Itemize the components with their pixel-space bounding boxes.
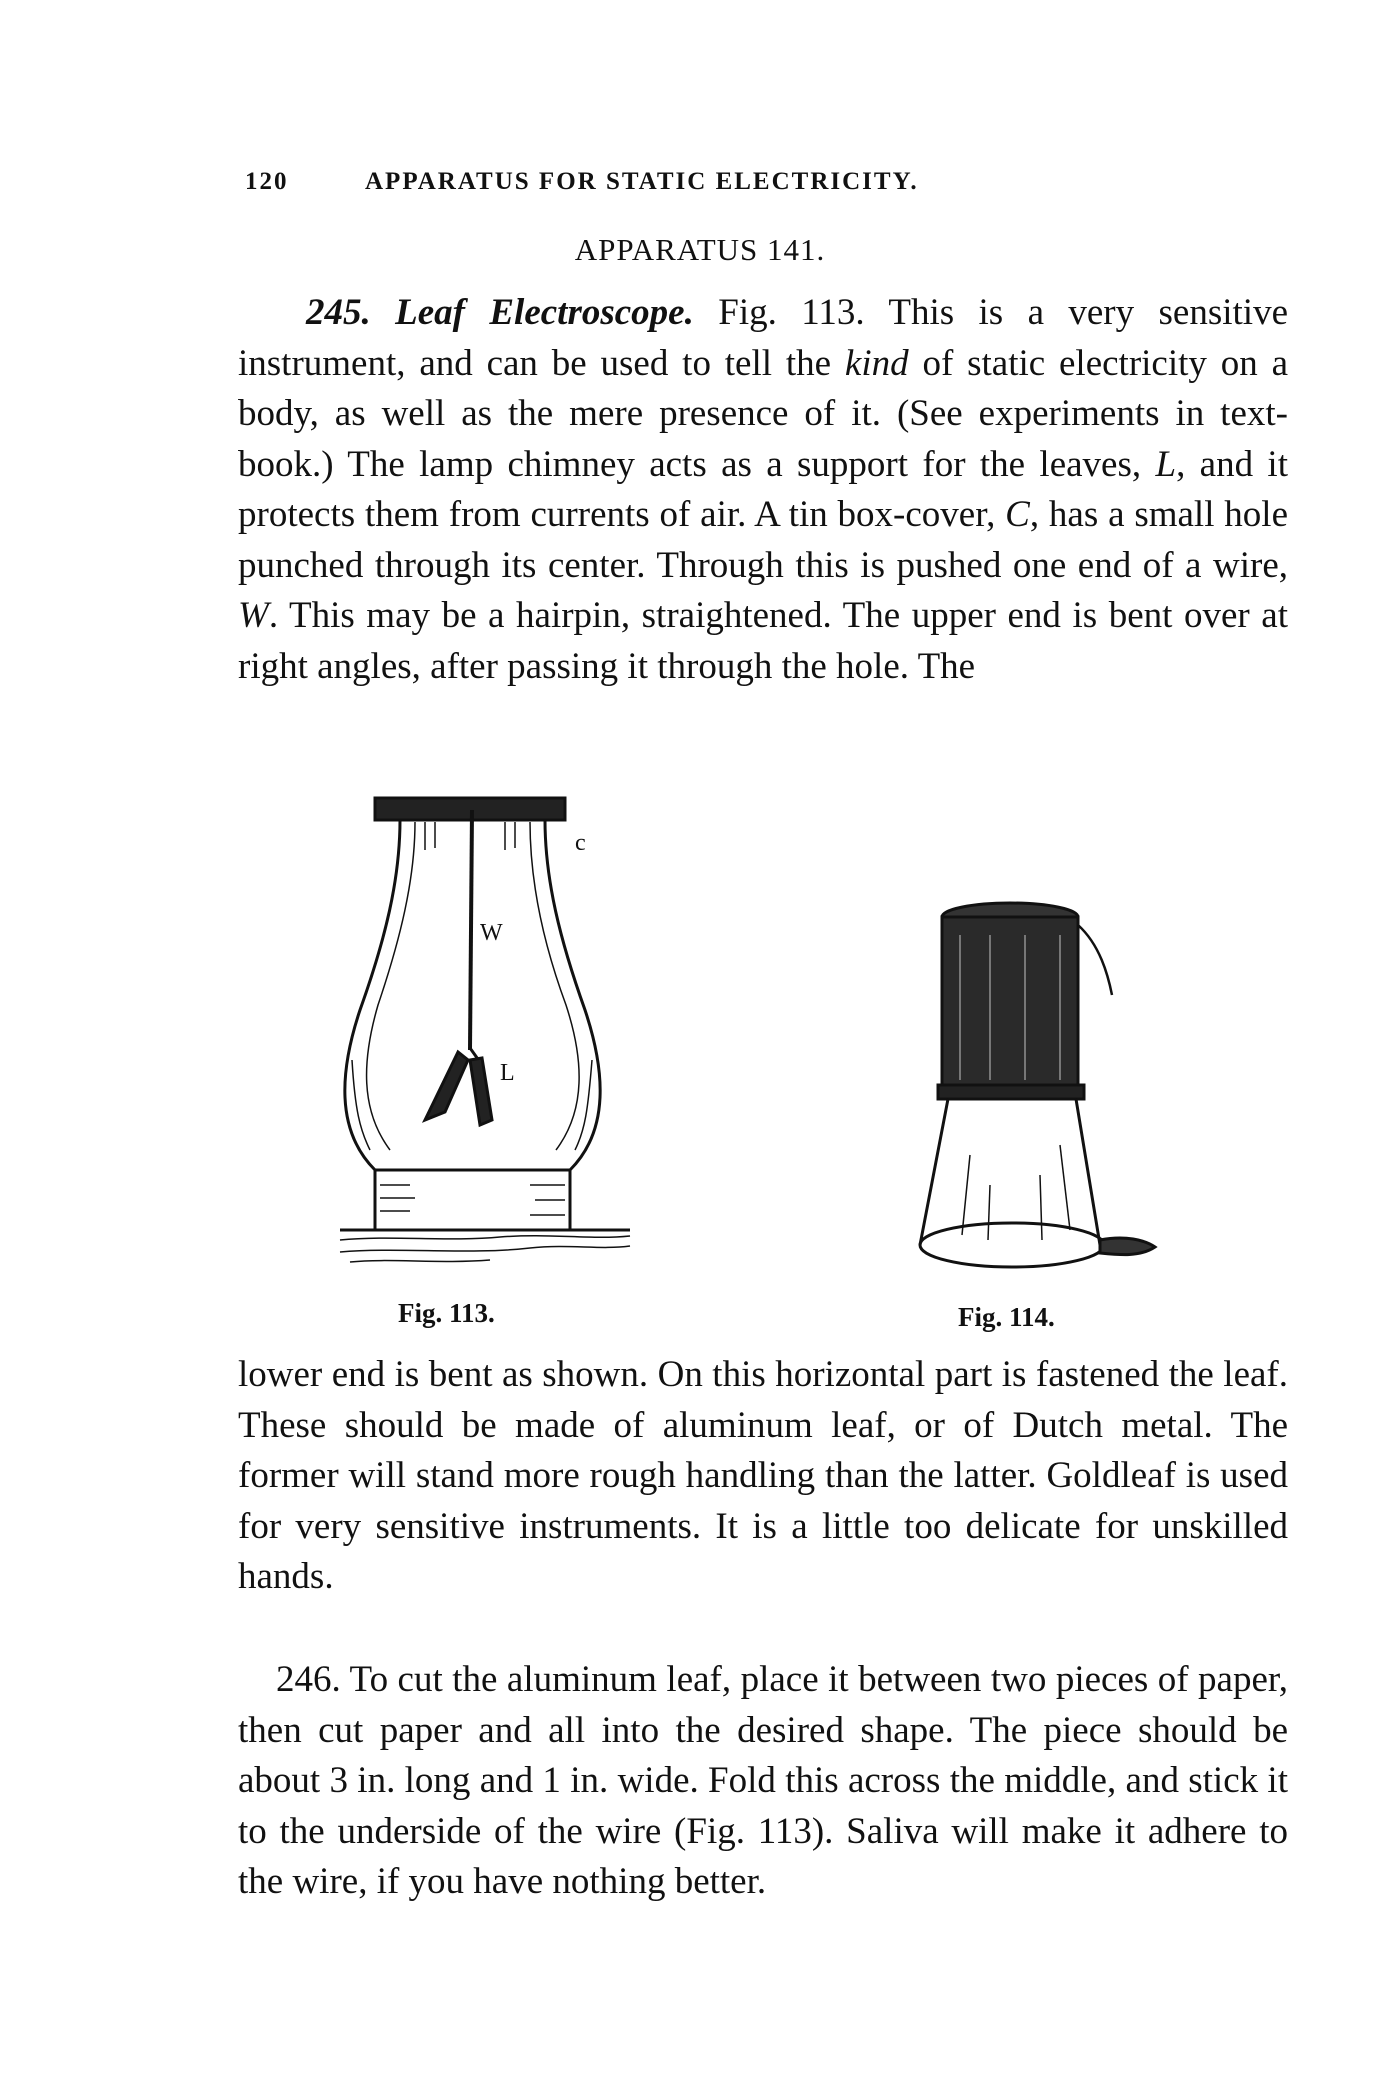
running-head-title: APPARATUS FOR STATIC ELECTRICITY. (365, 168, 919, 195)
label-L: L (1155, 443, 1177, 485)
section-text: of static electricity on a body, as well as the mere presence of it. (See experiments in text-book.) The lamp chimney acts as a support for the leaves, (238, 342, 1288, 485)
section-text: , has a small hole punched through its center. Through this is pushed one end of a wire, (238, 494, 1289, 586)
figure-label-c: c (575, 830, 586, 856)
figure-113-electroscope-illustration (330, 790, 640, 1290)
section-text: . This may be a hairpin, straightened. The upper end is bent over at right angles, after passing it through the hole. The (238, 595, 1288, 687)
apparatus-heading: APPARATUS 141. (574, 232, 826, 267)
section-number: 245. (306, 292, 371, 333)
leaf-right (470, 1058, 492, 1125)
section-title: Leaf Electroscope. (395, 292, 694, 333)
running-head (245, 168, 1275, 196)
figure-label-w: W (480, 920, 503, 946)
dark-cylinder (942, 917, 1078, 1087)
label-C: C (1005, 494, 1030, 535)
label-W: W (238, 595, 269, 636)
emphasis-kind: kind (844, 342, 909, 384)
figure-113-caption: Fig. 113. (398, 1298, 495, 1328)
figure-114-illustration (900, 895, 1160, 1295)
section-text: , and it protects them from currents of air. A tin box-cover, (238, 443, 1288, 535)
wire (470, 810, 472, 1050)
section-246-paragraph: 246. To cut the aluminum leaf, place it between two pieces of paper, then cut paper and all into the desired shape. The piece should be about 3 in. long and 1 in. wide. Fold this across the middle, and stick it to the underside of the wire (Fig. 113). Saliva will make it adhere to the wire, if you have nothing better. (238, 1659, 1288, 1902)
page-number: 120 (245, 168, 289, 195)
section-245-paragraph (238, 288, 1288, 692)
continuation-paragraph: lower end is bent as shown. On this horizontal part is fastened the leaf. These should be made of aluminum leaf, or of Dutch metal. The former will stand more rough handling than the latter. Goldleaf is used for very sensitive instruments. It is a little too delicate for unskilled hands. (238, 1354, 1288, 1597)
figure-label-l: L (500, 1060, 515, 1086)
section-text: Fig. 113. This is a very sensitive instrument, and can be used to tell the (238, 292, 1288, 384)
figure-114-caption: Fig. 114. (958, 1302, 1055, 1332)
leaf-left (425, 1052, 468, 1120)
